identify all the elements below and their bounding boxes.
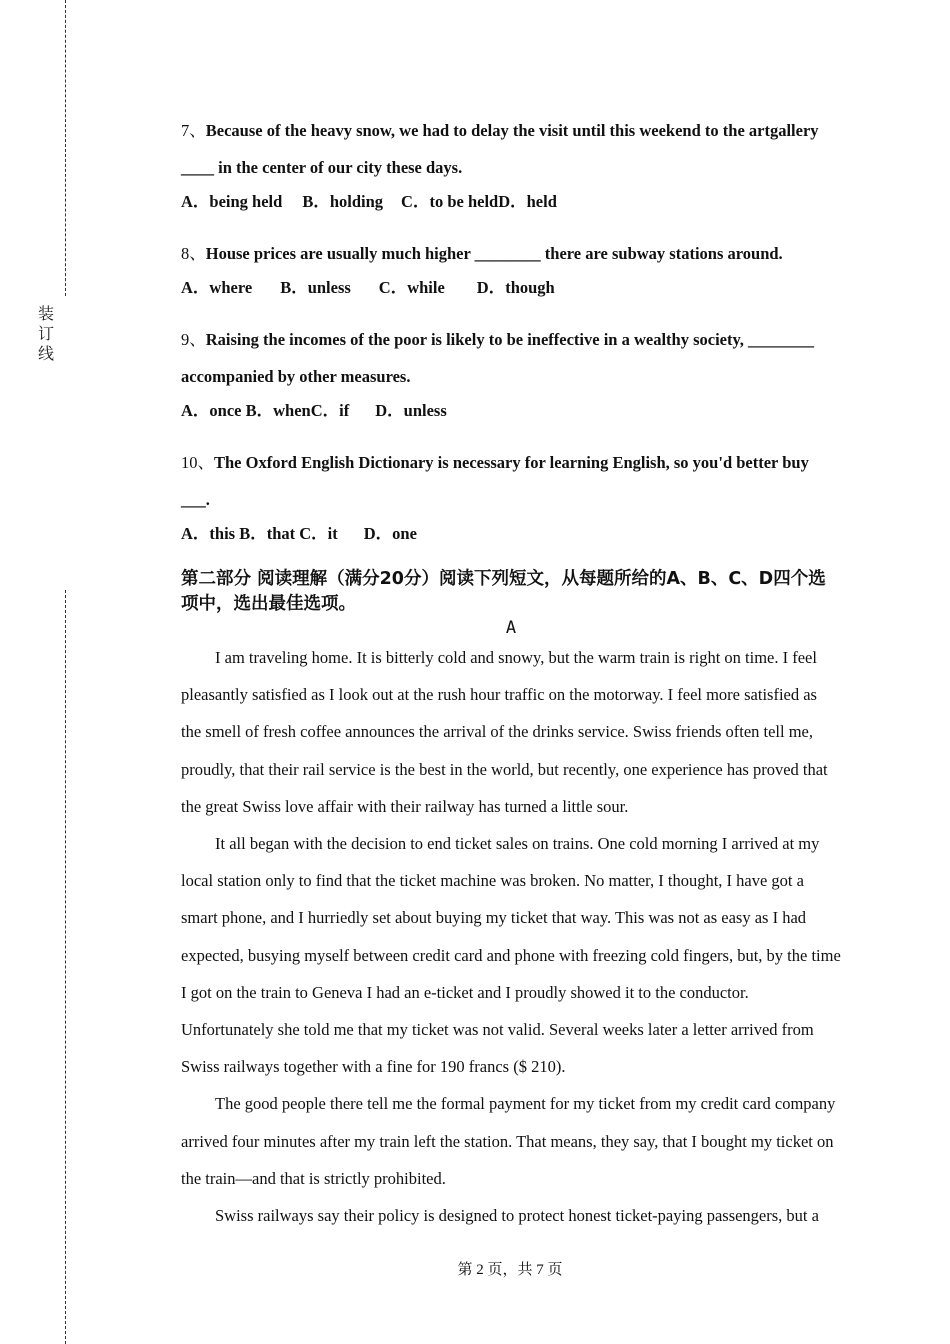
binding-label [36, 304, 56, 364]
page-footer: 第 2 页，共 7 页 [457, 1262, 563, 1278]
option: D．unless [375, 401, 447, 420]
question-9: 9、Raising the incomes of the poor is likely to be ineffective in a wealthy society, ________ accompanied by other measures. [181, 330, 815, 386]
option: A．being held [181, 192, 283, 211]
section-heading: 第二部分 阅读理解（满分20分）阅读下列短文，从每题所给的A、B、C、D四个选项中，选出最佳选项。 [181, 569, 826, 614]
option: B．when [245, 401, 311, 420]
page-content [181, 112, 841, 1234]
question-8-options [181, 278, 841, 298]
option: C．while [378, 278, 445, 297]
passage-paragraph: It all began with the decision to end ticket sales on trains. One cold morning I arrived at my local station only to find that the ticket machine was broken. No matter, I thought, I have got a smart phone, and I hurriedly set about buying my ticket that way. This was not as easy as I had expected, busying myself between credit card and phone with freezing cold fingers, but, by the time I got on the train to Geneva I had an e-ticket and I proudly showed it to the conductor. Unfortunately she told me that my ticket was not valid. Several weeks later a letter arrived from Swiss railways together with a fine for 190 francs ($ 210). [181, 834, 841, 1077]
option: A．this [181, 524, 236, 543]
binding-line-bottom [65, 590, 66, 1344]
question-7-options [181, 192, 841, 212]
option: C．if [310, 401, 350, 420]
option: A．where [181, 278, 253, 297]
passage-paragraph: I am traveling home. It is bitterly cold and snowy, but the warm train is right on time. I feel pleasantly satisfied as I look out at the rush hour traffic on the motorway. I feel more satisfied as the smell of fresh coffee announces the arrival of the drinks service. Swiss friends often tell me, proudly, that their rail service is the best in the world, but recently, one experience has proved that the great Swiss love affair with their railway has turned a little sour. [181, 648, 828, 816]
option: D．held [498, 192, 557, 211]
option: B．that [239, 524, 296, 543]
question-9-options [181, 401, 841, 421]
passage-label: A [505, 618, 517, 638]
binding-char: 线 [37, 344, 54, 363]
option: B．holding [302, 192, 384, 211]
binding-char: 装 [37, 304, 54, 323]
binding-line-top [65, 0, 66, 296]
option: C．to be held [401, 192, 499, 211]
question-10: 10、The Oxford English Dictionary is necessary for learning English, so you'd better buy ___. [181, 453, 809, 509]
option: B．unless [280, 278, 351, 297]
question-8: 8、House prices are usually much higher ________ there are subway stations around. [181, 244, 783, 263]
passage-paragraph: Swiss railways say their policy is designed to protect honest ticket-paying passengers, but a [215, 1206, 819, 1226]
option: D．though [476, 278, 555, 297]
question-7: 7、Because of the heavy snow, we had to delay the visit until this weekend to the artgallery ____ in the center of our city these days. [181, 121, 819, 177]
binding-char: 订 [37, 324, 54, 343]
option: A．once [181, 401, 242, 420]
passage-paragraph: The good people there tell me the formal payment for my ticket from my credit card company arrived four minutes after my train left the station. That means, they say, that I bought my ticket on the train—and that is strictly prohibited. [181, 1094, 836, 1188]
option: D．one [363, 524, 417, 543]
question-10-options [181, 524, 841, 544]
option: C．it [299, 524, 338, 543]
